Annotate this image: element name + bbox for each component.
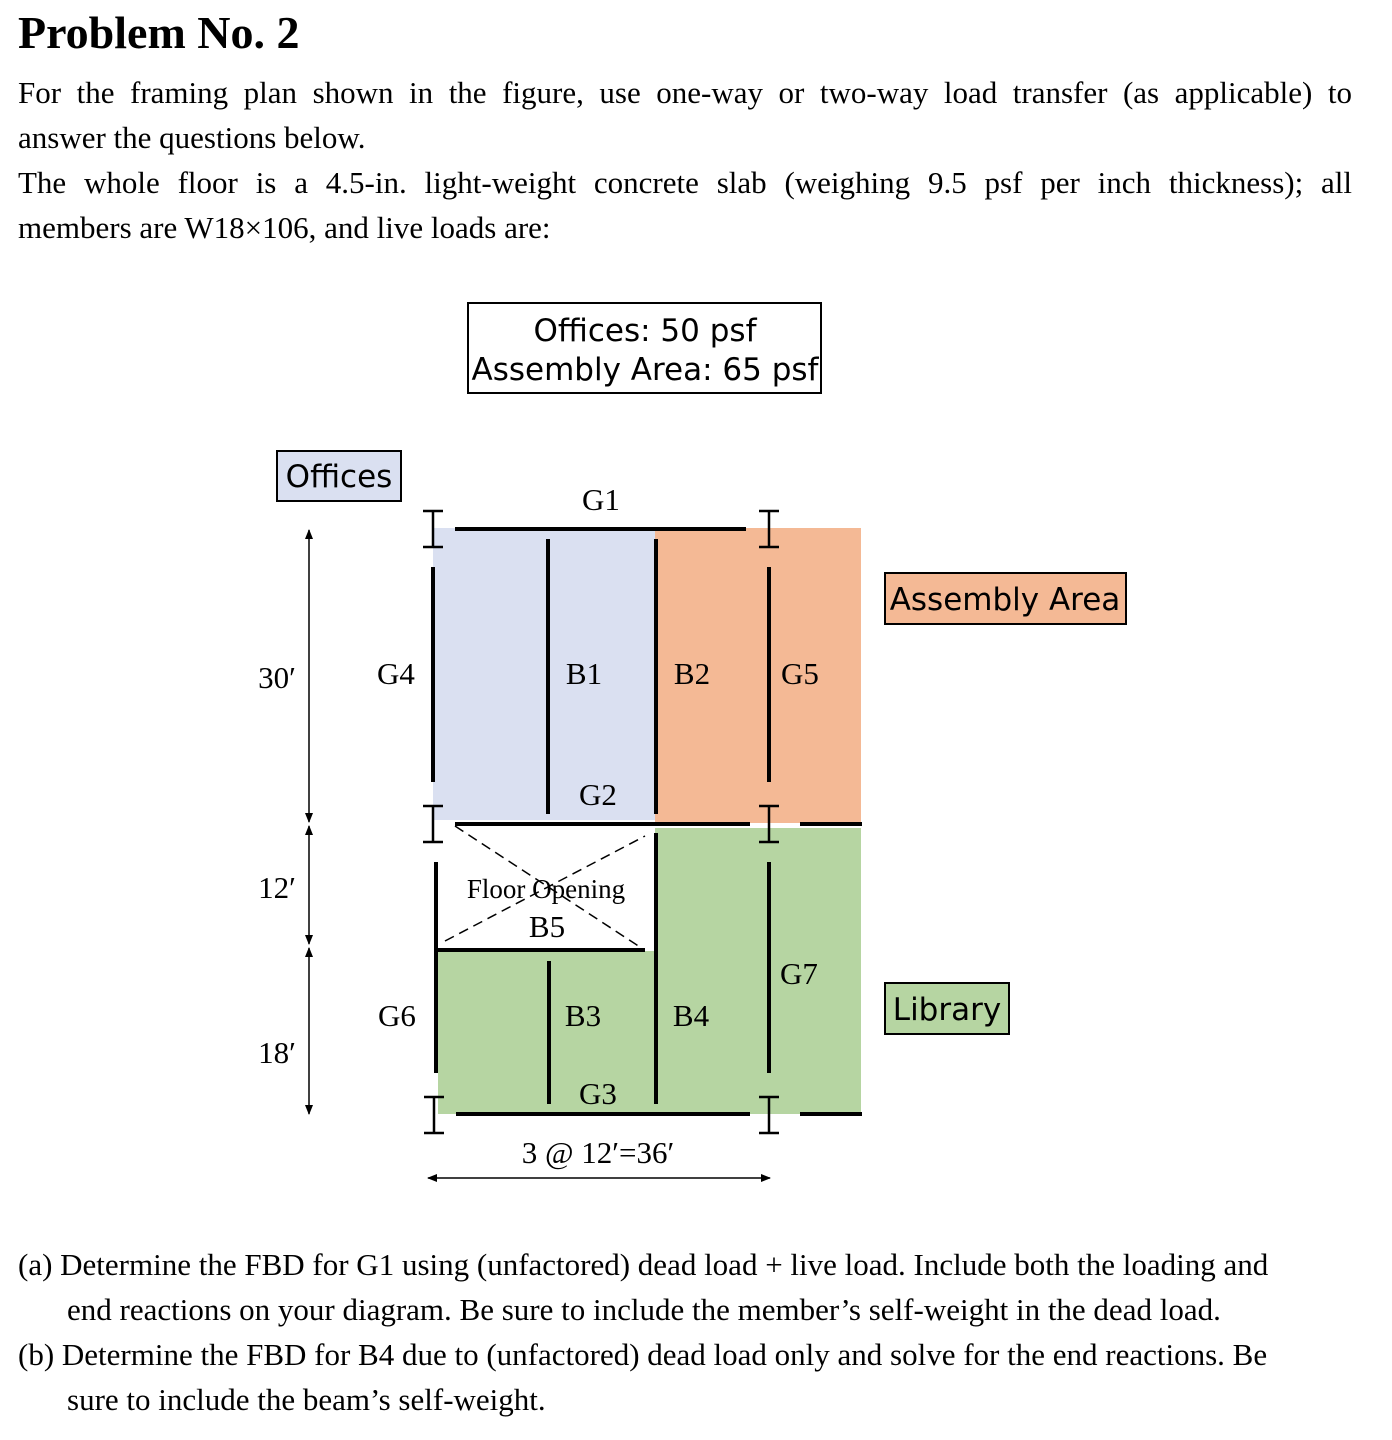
label-b1: B1: [565, 656, 603, 691]
question-a-line-1: (a) Determine the FBD for G1 using (unfactored) dead load + live load. Include both the loading and: [18, 1247, 1269, 1282]
dimension-label-12: 12′: [258, 870, 296, 905]
label-g1: G1: [582, 482, 620, 517]
offices-zone: [433, 528, 655, 820]
intro-line-4: members are W18×106, and live loads are:: [18, 210, 551, 245]
label-b5: B5: [528, 909, 566, 944]
label-floor-opening: Floor Opening: [466, 874, 626, 904]
question-b-line-1: (b) Determine the FBD for B4 due to (unfactored) dead load only and solve for the end reactions. Be: [18, 1337, 1268, 1372]
problem-title: Problem No. 2: [18, 7, 300, 58]
question-a-line-2: end reactions on your diagram. Be sure to include the member’s self-weight in the dead load.: [67, 1292, 1221, 1327]
label-b3: B3: [564, 998, 602, 1033]
label-g2: G2: [579, 777, 617, 812]
dimension-label-18: 18′: [258, 1035, 296, 1070]
library-tag-label: Library: [892, 992, 1002, 1028]
label-b4: B4: [672, 998, 710, 1033]
label-b2: B2: [673, 656, 711, 691]
label-g7: G7: [780, 956, 818, 991]
label-g4: G4: [377, 656, 415, 691]
intro-line-1: For the framing plan shown in the figure, use one-way or two-way load transfer (as applicable) to: [18, 75, 1352, 110]
label-g6: G6: [378, 998, 416, 1033]
dimension-label-30: 30′: [258, 660, 296, 695]
live-load-assembly: Assembly Area: 65 psf: [471, 352, 819, 388]
label-g5: G5: [781, 656, 819, 691]
question-b-line-2: sure to include the beam’s self-weight.: [67, 1382, 546, 1417]
offices-tag-label: Offices: [285, 459, 393, 495]
intro-line-3: The whole floor is a 4.5-in. light-weight concrete slab (weighing 9.5 psf per inch thickness); all: [18, 165, 1352, 200]
question-b: [18, 1332, 1354, 1422]
question-a: [18, 1242, 1354, 1332]
dimension-label-bays: 3 @ 12′=36′: [521, 1135, 675, 1170]
intro-line-2: answer the questions below.: [18, 120, 366, 155]
library-zone-left: [438, 951, 655, 1114]
label-g3: G3: [579, 1076, 617, 1111]
live-load-offices: Offices: 50 psf: [533, 313, 757, 349]
library-zone-right: [655, 828, 861, 1114]
assembly-tag-label: Assembly Area: [889, 582, 1121, 618]
